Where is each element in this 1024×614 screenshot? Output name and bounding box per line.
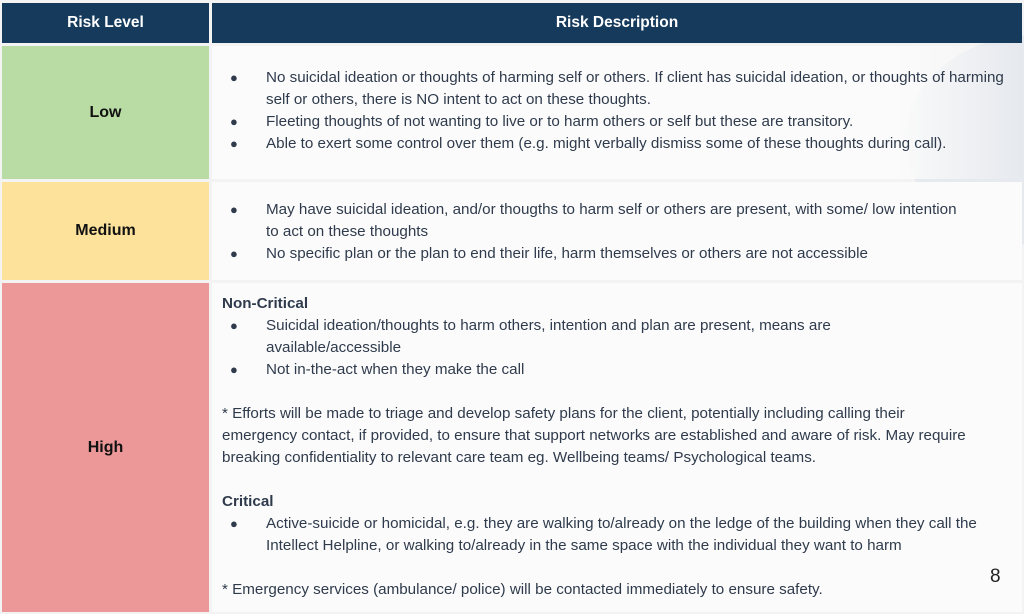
risk-level-high — [2, 283, 209, 612]
risk-description-low — [212, 46, 1022, 179]
header-risk-level — [2, 3, 209, 43]
risk-level-low-label: Low — [89, 103, 122, 121]
non-critical-note: * Efforts will be made to triage and develop safety plans for the client, potentially including calling their emergency contact, if provided, to ensure that support networks are established and aware of risk. May require breaking confidentiality to relevant care team eg. Wellbeing teams/ Psychological teams. — [222, 405, 966, 466]
list-item-text: No suicidal ideation or thoughts of harming self or others. If client has suicidal ideation, or thoughts of harming self or others, there is NO intent to act on these thoughts. — [266, 69, 1004, 108]
header-risk-description-label: Risk Description — [555, 14, 679, 31]
list-item — [212, 133, 1014, 155]
list-item-text: Fleeting thoughts of not wanting to live or to harm others or self but these are transitory. — [266, 113, 854, 130]
medium-bullet-list — [212, 199, 962, 265]
low-bullet-list — [212, 67, 1014, 155]
header-risk-description — [212, 3, 1022, 43]
bullet-icon: ● — [230, 202, 238, 217]
list-item-text: Active-suicide or homicidal, e.g. they are walking to/already on the ledge of the building when they call the Intellect Helpline, or walking to/already in the same space with the individual they want to harm — [266, 515, 977, 554]
page-number: 8 — [990, 566, 1001, 587]
list-item-text: Not in-the-act when they make the call — [266, 361, 525, 378]
list-item — [212, 359, 1014, 381]
critical-note: * Emergency services (ambulance/ police) will be contacted immediately to ensure safety. — [222, 581, 823, 598]
risk-description-high — [212, 283, 1022, 612]
risk-level-medium — [2, 182, 209, 280]
bullet-icon: ● — [230, 516, 238, 531]
list-item — [212, 199, 962, 243]
list-item — [212, 243, 962, 265]
header-risk-level-label: Risk Level — [67, 14, 144, 31]
non-critical-title: Non-Critical — [222, 295, 309, 312]
bullet-icon: ● — [230, 246, 238, 261]
list-item — [212, 67, 1014, 111]
bullet-icon: ● — [230, 114, 238, 129]
bullet-icon: ● — [230, 318, 238, 333]
risk-description-medium — [212, 182, 1022, 280]
list-item-text: No specific plan or the plan to end their life, harm themselves or others are not accessible — [266, 245, 868, 262]
bullet-icon: ● — [230, 362, 238, 377]
critical-title: Critical — [222, 493, 274, 510]
list-item-text: Suicidal ideation/thoughts to harm others, intention and plan are present, means are available/accessible — [266, 317, 831, 356]
risk-level-low — [2, 46, 209, 179]
list-item — [212, 513, 1014, 557]
critical-bullet-list — [212, 513, 1014, 557]
non-critical-bullet-list — [212, 315, 1014, 381]
bullet-icon: ● — [230, 70, 238, 85]
risk-level-medium-label: Medium — [75, 222, 136, 239]
risk-level-high-label: High — [87, 438, 124, 456]
list-item — [212, 111, 1014, 133]
bullet-icon: ● — [230, 136, 238, 151]
list-item-text: Able to exert some control over them (e.g. might verbally dismiss some of these thoughts during call). — [266, 135, 947, 152]
list-item — [212, 315, 1014, 359]
list-item-text: May have suicidal ideation, and/or thougths to harm self or others are present, with some/ low intention to act on these thoughts — [266, 201, 957, 240]
